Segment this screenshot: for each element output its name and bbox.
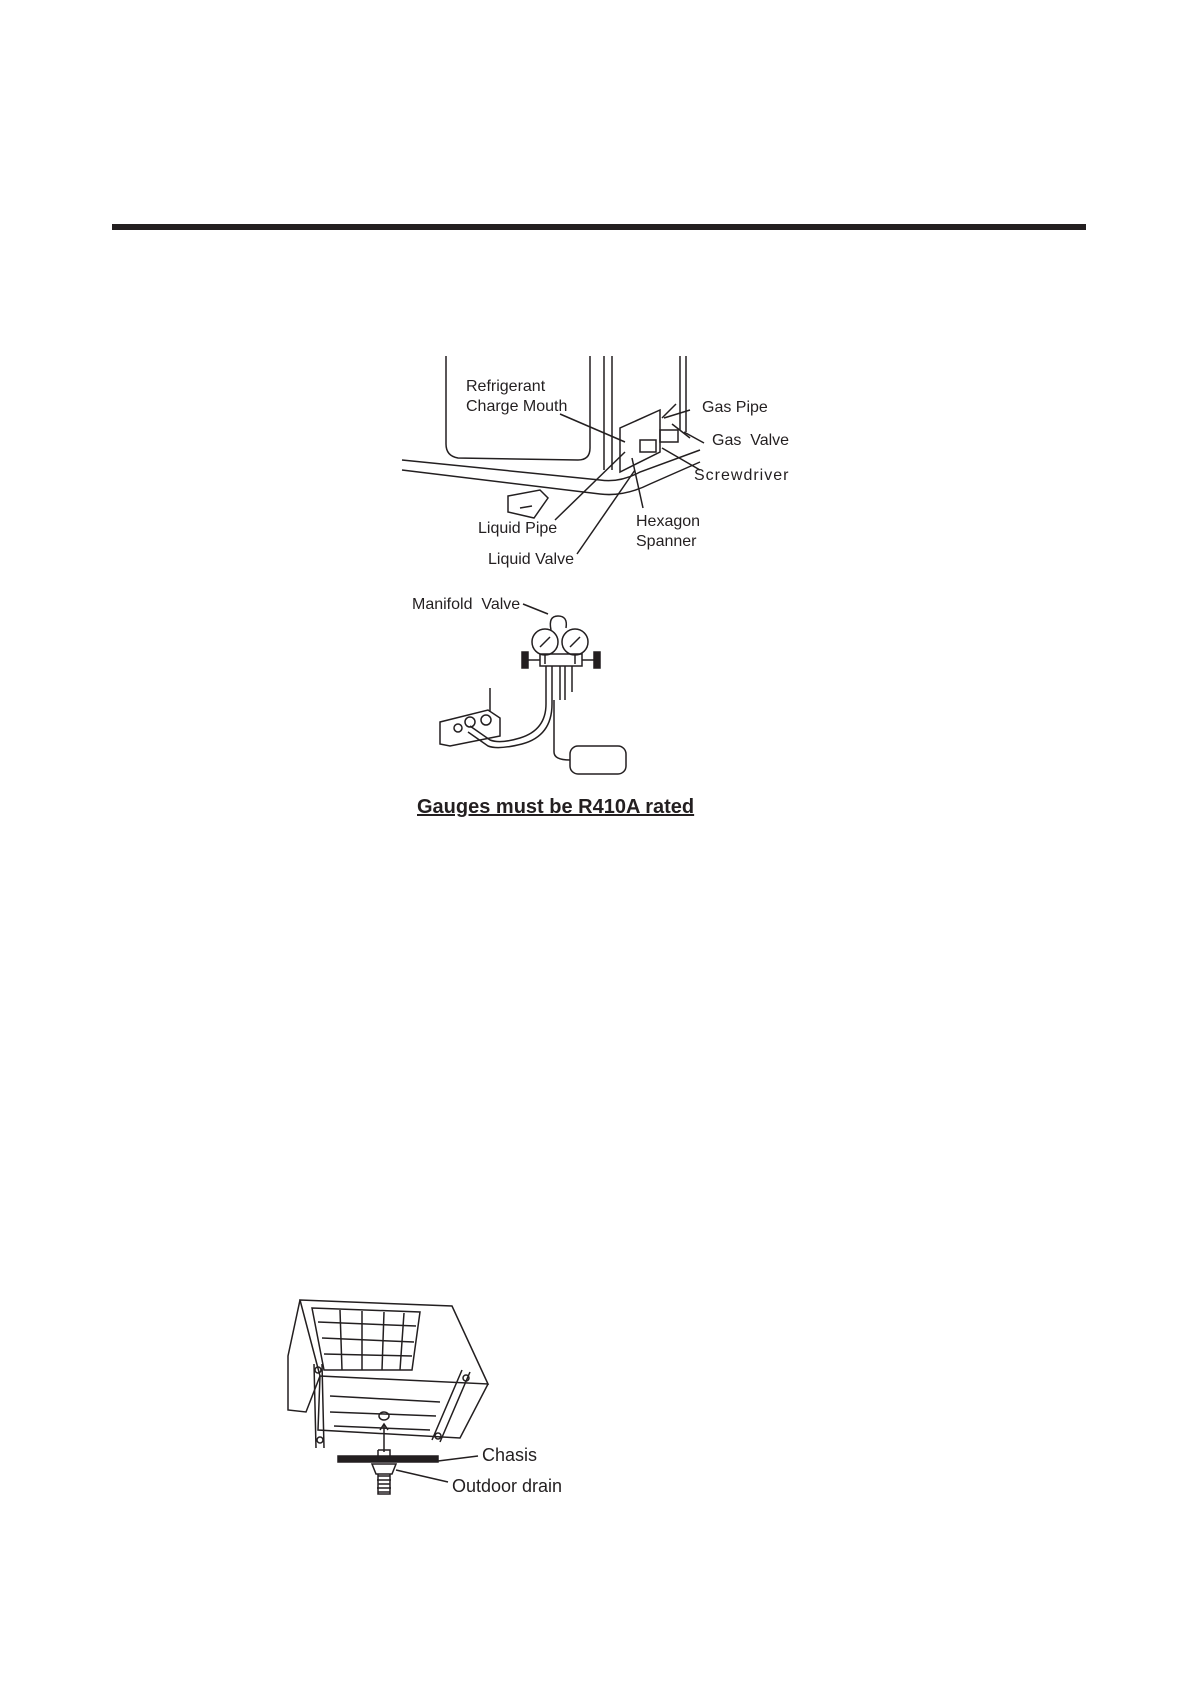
label-hexagon-spanner-line1: Hexagon	[636, 513, 701, 530]
label-manifold-valve: Manifold Valve	[412, 596, 521, 613]
label-chasis: Chasis	[482, 1445, 538, 1465]
label-hexagon-spanner-line2: Spanner	[636, 533, 697, 550]
label-refrigerant-charge-mouth-line1: Refrigerant	[466, 378, 546, 395]
label-outdoor-drain: Outdoor drain	[452, 1476, 563, 1496]
label-liquid-valve: Liquid Valve	[488, 551, 574, 568]
label-gas-pipe: Gas Pipe	[702, 399, 768, 416]
label-gas-valve: Gas Valve	[712, 432, 790, 449]
figure-caption: Gauges must be R410A rated	[417, 796, 695, 818]
label-screwdriver: Screwdriver	[694, 467, 790, 484]
label-liquid-pipe: Liquid Pipe	[478, 520, 558, 537]
label-refrigerant-charge-mouth-line2: Charge Mouth	[466, 398, 568, 415]
